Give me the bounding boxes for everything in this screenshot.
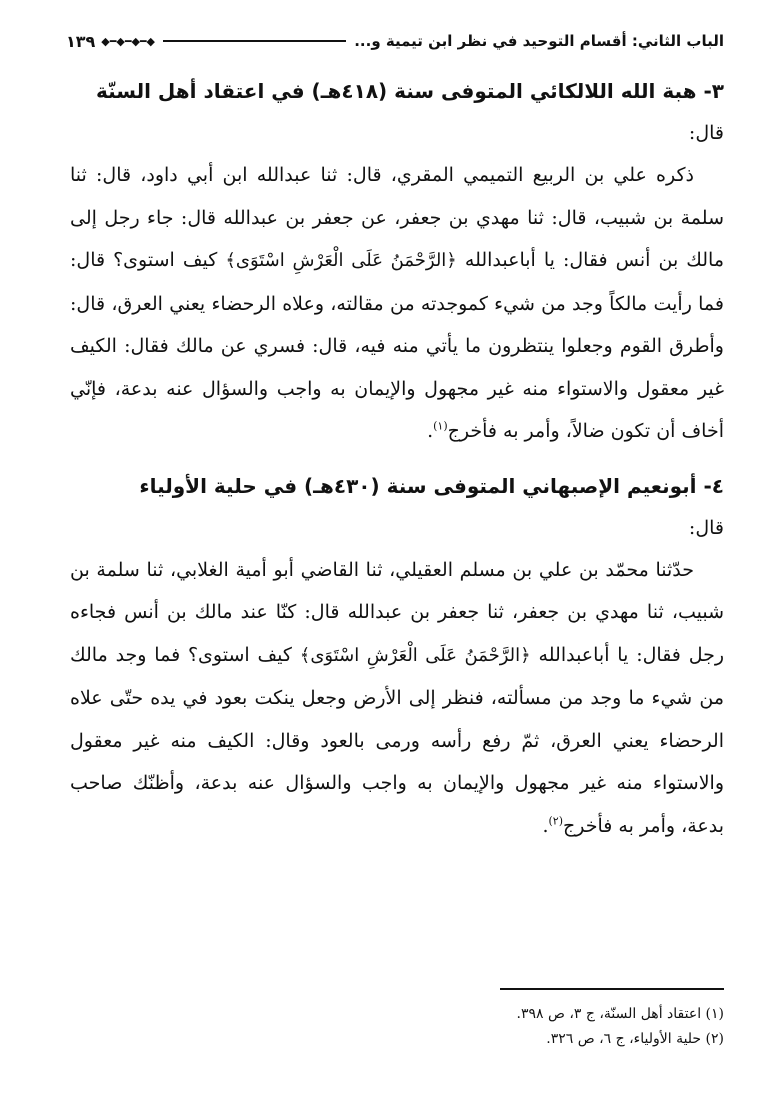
- footnote-2: (٢) حلية الأولياء، ج ٦، ص ٣٢٦.: [546, 1031, 724, 1047]
- paragraph-abunuaym: [70, 549, 724, 848]
- page-number: ١٣٩: [66, 31, 96, 51]
- header-rule: [163, 40, 346, 42]
- paragraph-end: .: [427, 420, 434, 442]
- paragraph-lalakai: [70, 154, 724, 453]
- paragraph-end: .: [542, 814, 549, 837]
- paragraph-text: كيف استوى؟ قال: فما رأيت مالكاً وجد من شيء كموجدته من مقالته، وعلاه الرحضاء يعني العرق، قال: وأطرق القوم وجعلوا ينتظرون ما يأتي منه فيه، قال: فسري عن مالك فقال: الكيف غير معقول والاستواء منه غير مجهول والإيمان به واجب والسؤال عنه بدعة، فإنّي أخاف أن تكون ضالاً، وأمر به فأخرج: [70, 249, 724, 442]
- section-heading-abunuaym: ٤- أبونعيم الإصبهاني المتوفى سنة (٤٣٠هـ) في حلية الأولياء: [139, 473, 724, 498]
- section-spacer: [70, 453, 724, 465]
- qal-label: قال:: [688, 516, 724, 539]
- paragraph-text: حدّثنا محمّد بن علي بن مسلم العقيلي، ثنا القاضي أبو أمية الغلابي، ثنا سلمة بن شبيب، ثنا مهدي بن جعفر، ثنا جعفر بن عبدالله قال: كنّا عند مالك بن أنس فجاءه رجل فقال: يا أباعبدالله: [70, 558, 725, 666]
- quran-verse: ﴿الرَّحْمَنُ عَلَى الْعَرْشِ اسْتَوَى﴾: [225, 250, 457, 271]
- running-header: [66, 28, 724, 54]
- footnote-rule: [500, 988, 724, 990]
- footnote-ref: (٢): [548, 814, 563, 828]
- main-text: [70, 70, 724, 847]
- footnote-1: (١) اعتقاد أهل السنّة، ج ٣، ص ٣٩٨.: [516, 1006, 724, 1022]
- qal-label: قال:: [688, 122, 724, 144]
- footnotes: [324, 1002, 724, 1052]
- footnote-ref: (١): [433, 419, 448, 433]
- paragraph-text: كيف استوى؟ فما وجد مالك من شيء ما وجد من مسألته، فنظر إلى الأرض وجعل ينكت بعود في يده حتّى علاه الرحضاء يعني العرق، ثمّ رفع رأسه ورمى بالعود وقال: الكيف منه غير معقول والاستواء منه غير مجهول والإيمان به واجب والسؤال عنه بدعة، وأظنّك صاحب بدعة، وأمر به فأخرج: [70, 643, 725, 837]
- running-title: الباب الثاني: أقسام التوحيد في نظر ابن تيمية و...: [354, 32, 724, 50]
- diamond-ornament-icon: ◆━◆━◆━◆: [101, 34, 156, 48]
- section-heading-lalakai: ٣- هبة الله اللالكائي المتوفى سنة (٤١٨هـ) في اعتقاد أهل السنّة: [95, 79, 724, 103]
- quran-verse: ﴿الرَّحْمَنُ عَلَى الْعَرْشِ اسْتَوَى﴾: [299, 644, 531, 666]
- paragraph-text: ذكره علي بن الربيع التميمي المقري، قال: ثنا عبدالله ابن أبي داود، قال: ثنا سلمة بن شبيب، قال: ثنا مهدي بن جعفر، عن جعفر بن عبدالله قال: جاء رجل إلى مالك بن أنس فقال: يا أباعبدالله: [70, 164, 725, 271]
